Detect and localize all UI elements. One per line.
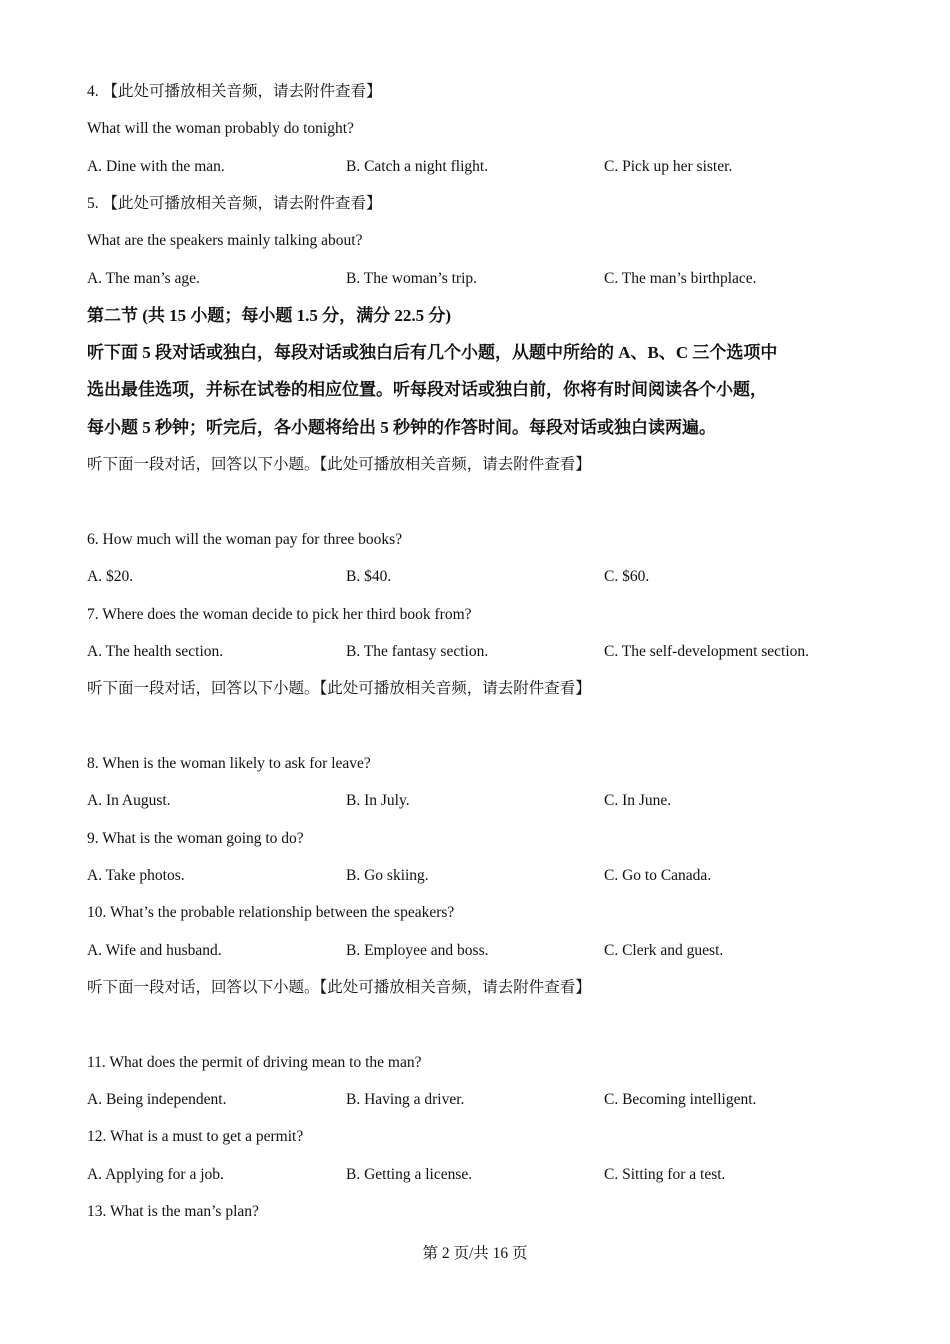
question-text: 11. What does the permit of driving mean to the man? xyxy=(87,1054,422,1071)
group-intro-audio[interactable]: 听下面一段对话，回答以下小题。【此处可播放相关音频，请去附件查看】 xyxy=(87,680,591,697)
option-c: C. The man’s birthplace. xyxy=(604,270,757,287)
question-text: 9. What is the woman going to do? xyxy=(87,830,304,847)
option-a: A. Dine with the man. xyxy=(87,158,225,175)
option-a: A. In August. xyxy=(87,792,171,809)
option-b: B. $40. xyxy=(346,568,392,585)
question-text: 8. When is the woman likely to ask for leave? xyxy=(87,755,371,772)
option-c: C. Go to Canada. xyxy=(604,867,712,884)
question-text: What will the woman probably do tonight? xyxy=(87,120,354,137)
page-footer: 第 2 页/共 16 页 xyxy=(422,1245,528,1262)
option-b: B. The fantasy section. xyxy=(346,643,489,660)
option-b: B. The woman’s trip. xyxy=(346,270,478,287)
section-title: 第二节 (共 15 小题；每小题 1.5 分，满分 22.5 分) xyxy=(87,306,452,325)
option-a: A. The health section. xyxy=(87,643,224,660)
question-text: 6. How much will the woman pay for three books? xyxy=(87,531,403,548)
question-text: What are the speakers mainly talking about? xyxy=(87,232,363,249)
option-c: C. Becoming intelligent. xyxy=(604,1091,757,1108)
option-c: C. Sitting for a test. xyxy=(604,1166,726,1183)
group-intro-audio[interactable]: 听下面一段对话，回答以下小题。【此处可播放相关音频，请去附件查看】 xyxy=(87,979,591,996)
option-c: C. Clerk and guest. xyxy=(604,942,724,959)
question-text: 7. Where does the woman decide to pick her third book from? xyxy=(87,606,472,623)
option-b: B. Getting a license. xyxy=(346,1166,473,1183)
question-text: 10. What’s the probable relationship between the speakers? xyxy=(87,904,455,921)
option-a: A. Being independent. xyxy=(87,1091,227,1108)
option-b: B. Employee and boss. xyxy=(346,942,489,959)
section-instructions-line: 听下面 5 段对话或独白，每段对话或独白后有几个小题，从题中所给的 A、B、C 三个选项中 xyxy=(87,343,778,362)
option-a: A. Applying for a job. xyxy=(87,1166,224,1183)
section-instructions-line: 每小题 5 秒钟；听完后，各小题将给出 5 秒钟的作答时间。每段对话或独白读两遍。 xyxy=(87,418,716,437)
section-instructions-line: 选出最佳选项，并标在试卷的相应位置。听每段对话或独白前，你将有时间阅读各个小题， xyxy=(87,380,767,399)
option-a: A. $20. xyxy=(87,568,134,585)
option-a: A. Wife and husband. xyxy=(87,942,222,959)
option-a: A. Take photos. xyxy=(87,867,185,884)
option-b: B. Go skiing. xyxy=(346,867,429,884)
option-c: C. Pick up her sister. xyxy=(604,158,733,175)
option-b: B. Having a driver. xyxy=(346,1091,465,1108)
option-b: B. In July. xyxy=(346,792,410,809)
question-text: 12. What is a must to get a permit? xyxy=(87,1128,304,1145)
option-c: C. In June. xyxy=(604,792,672,809)
option-a: A. The man’s age. xyxy=(87,270,200,287)
question-text: 13. What is the man’s plan? xyxy=(87,1203,259,1220)
group-intro-audio[interactable]: 听下面一段对话，回答以下小题。【此处可播放相关音频，请去附件查看】 xyxy=(87,456,591,473)
audio-prompt-4[interactable]: 4. 【此处可播放相关音频，请去附件查看】 xyxy=(87,83,382,100)
option-c: C. $60. xyxy=(604,568,650,585)
audio-prompt-5[interactable]: 5. 【此处可播放相关音频，请去附件查看】 xyxy=(87,195,382,212)
option-b: B. Catch a night flight. xyxy=(346,158,489,175)
option-c: C. The self-development section. xyxy=(604,643,810,660)
